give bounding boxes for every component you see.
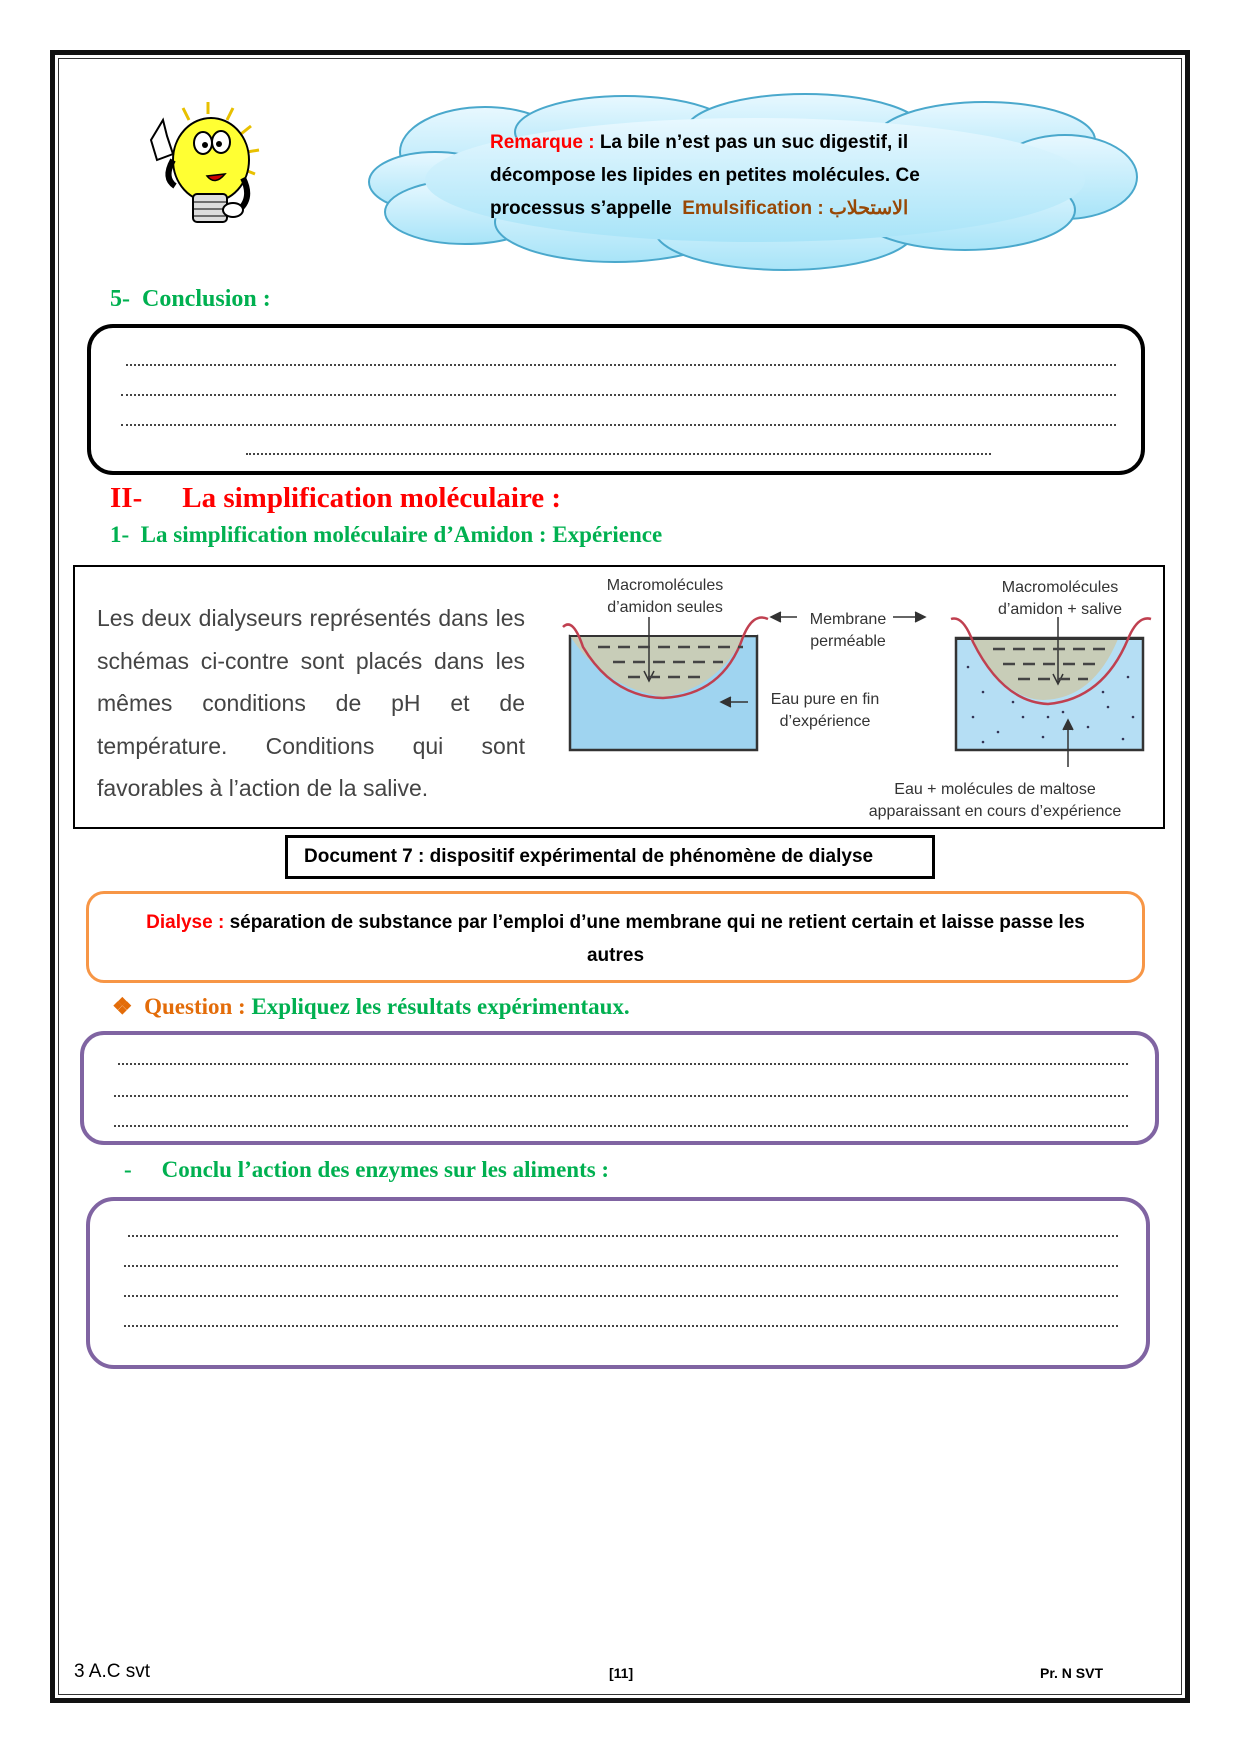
conclusion-answer-box[interactable] [87, 324, 1145, 475]
dialyse-text: autres [586, 945, 645, 966]
label-pure-water: Eau pure en fin d’expérience [770, 691, 880, 730]
question-answer-box[interactable] [80, 1031, 1159, 1145]
question-heading [112, 994, 630, 1020]
lightbulb-mascot-icon [143, 98, 265, 233]
footer-class: 3 A.C svt [74, 1661, 151, 1682]
dash-bullet: - [124, 1157, 132, 1182]
footer-author: Pr. N SVT [1040, 1665, 1104, 1681]
section-number: II- [110, 482, 143, 514]
conclude-answer-box[interactable] [86, 1197, 1150, 1369]
subsection-number: 1- [110, 522, 130, 547]
question-label: Question : [144, 994, 246, 1019]
subsection-title: La simplification moléculaire d’Amidon : Expérience [140, 522, 663, 547]
remark-line: décompose les lipides en petites molécules. Ce [490, 165, 920, 186]
conclusion-heading [110, 286, 271, 313]
document-figure [73, 565, 1165, 829]
label-right-macromolecules: Macromolécules d’amidon + salive [997, 579, 1123, 618]
section-heading [110, 482, 561, 515]
footer-page-number: [11] [609, 1665, 634, 1681]
conclusion-number: 5- [110, 286, 130, 312]
document-description: Les deux dialyseurs représentés dans les schémas ci-contre sont placés dans les mêmes conditions de pH et de température. Conditions qui sont favorables à l’action de la salive. [97, 605, 525, 801]
remark-line: processus s’appelle [490, 198, 672, 219]
dialyse-definition-box [86, 891, 1145, 983]
remark-text [490, 126, 920, 225]
diamond-bullet-icon: ❖ [112, 994, 133, 1019]
question-text: Expliquez les résultats expérimentaux. [251, 994, 630, 1019]
section-title: La simplification moléculaire : [182, 482, 562, 514]
label-membrane: Membrane perméable [809, 611, 887, 650]
subsection-heading [110, 522, 662, 548]
conclude-heading [124, 1157, 609, 1183]
arabic-term: الاستحلاب [828, 198, 909, 219]
document-caption: Document 7 : dispositif expérimental de phénomène de dialyse [285, 835, 935, 879]
remark-line: La bile n’est pas un suc digestif, il [599, 132, 909, 153]
dialyse-label: Dialyse : [146, 912, 225, 933]
emulsification-term: Emulsification : [682, 198, 824, 219]
dialyse-text: séparation de substance par l’emploi d’une membrane qui ne retient certain et laisse passe les [229, 912, 1085, 933]
conclude-text: Conclu l’action des enzymes sur les aliments : [161, 1157, 610, 1182]
remark-label: Remarque : [490, 132, 595, 153]
label-left-macromolecules: Macromolécules d’amidon seules [606, 577, 724, 616]
label-maltose: Eau + molécules de maltose apparaissant en cours d’expérience [868, 781, 1122, 820]
conclusion-title: Conclusion : [142, 286, 271, 312]
